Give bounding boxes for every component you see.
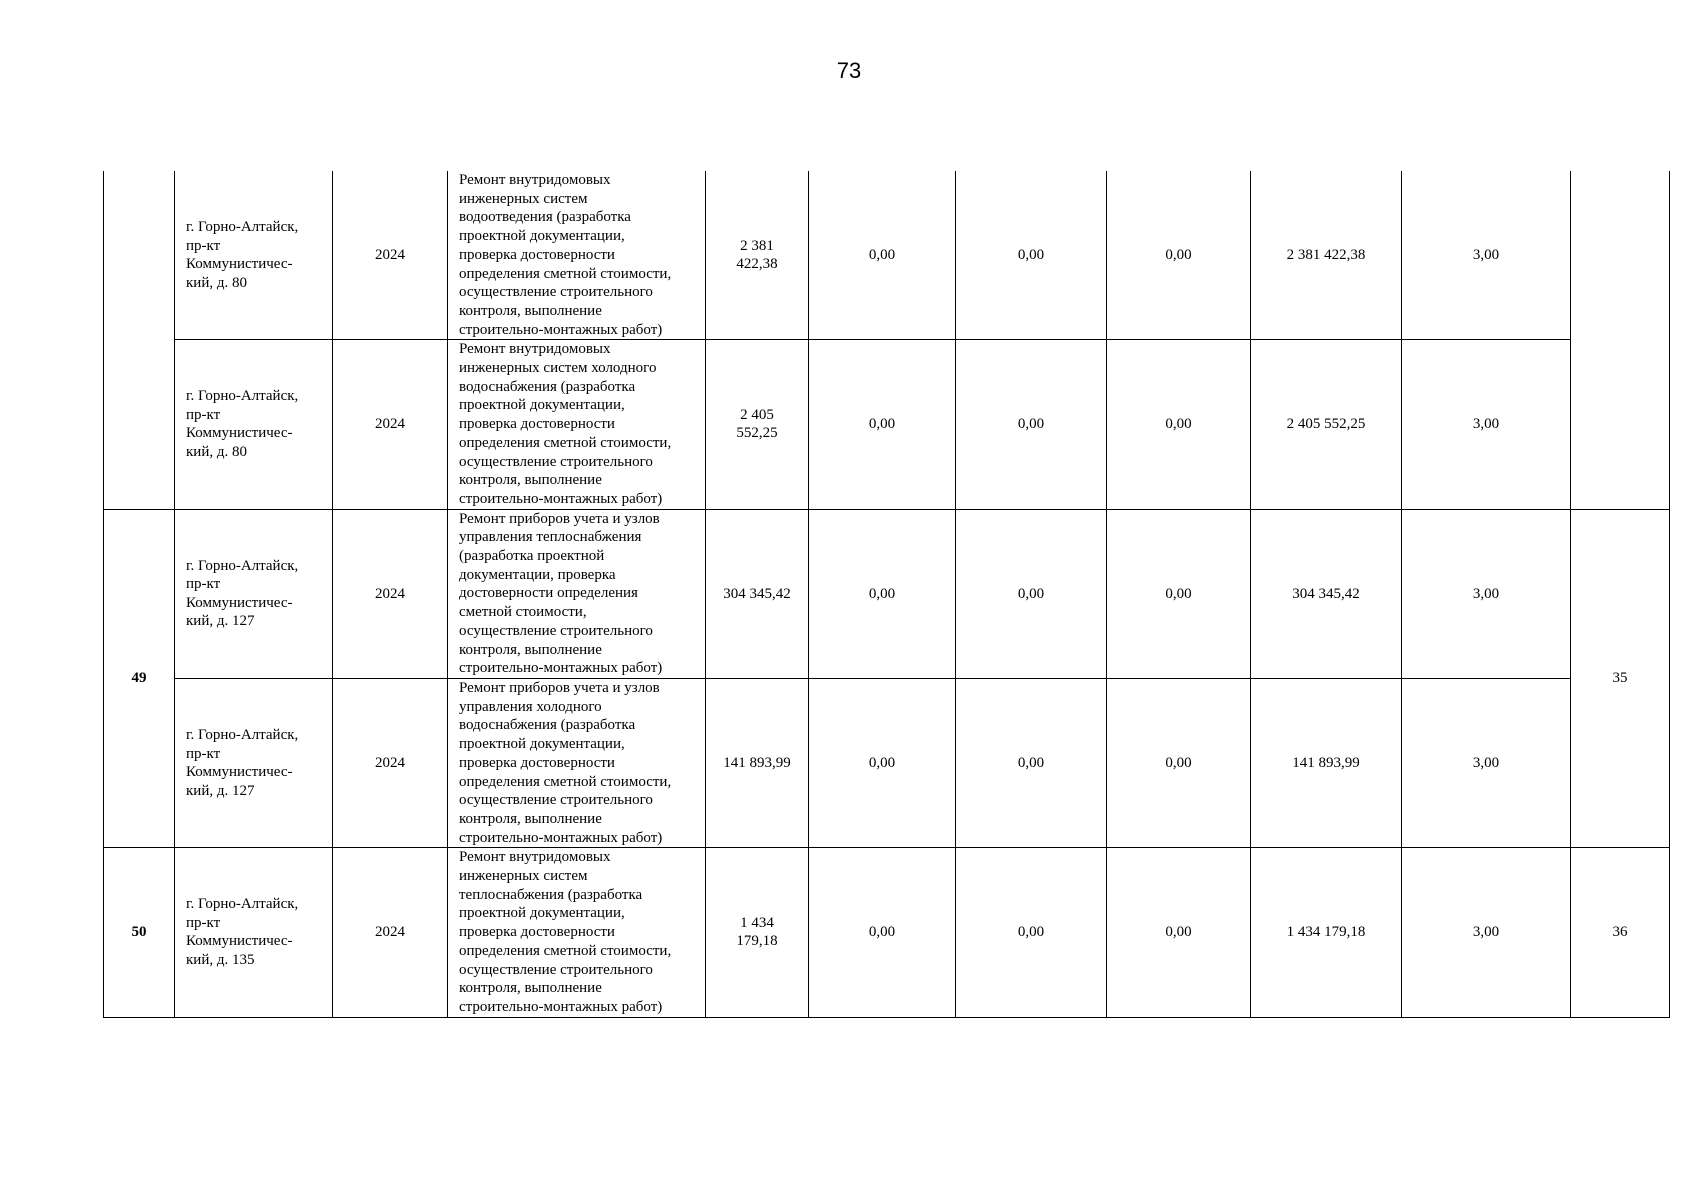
works-table-body (104, 171, 1670, 1017)
work-description-line: определения сметной стоимости, (459, 942, 672, 959)
cost-cell (706, 171, 809, 340)
cost-line: 304 345,42 (723, 585, 791, 602)
work-description-cell (448, 678, 706, 847)
table-row (104, 509, 1670, 678)
cost-line: 141 893,99 (723, 754, 791, 771)
year-cell: 2024 (333, 340, 448, 509)
amount-cell: 2 381 422,38 (1251, 171, 1402, 340)
work-description-line: строительно-монтажных работ) (459, 829, 663, 846)
address-line: пр-кт (186, 745, 221, 762)
work-description-line: проверка достоверности (459, 754, 615, 771)
work-description-line: Ремонт внутридомовых (459, 341, 611, 358)
address-line: кий, д. 80 (186, 274, 247, 291)
table-row (104, 171, 1670, 340)
work-description-line: осуществление строительного (459, 961, 653, 978)
address-cell (175, 340, 333, 509)
amount-cell: 0,00 (809, 678, 956, 847)
work-description-line: осуществление строительного (459, 622, 653, 639)
cost-cell (706, 509, 809, 678)
work-description-line: контроля, выполнение (459, 472, 602, 489)
address-line: г. Горно-Алтайск, (186, 726, 299, 743)
amount-cell: 3,00 (1402, 678, 1571, 847)
amount-cell: 304 345,42 (1251, 509, 1402, 678)
cost-line: 179,18 (736, 933, 778, 950)
address-line: г. Горно-Алтайск, (186, 896, 299, 913)
work-description-line: управления теплоснабжения (459, 529, 642, 546)
amount-cell: 0,00 (956, 848, 1107, 1017)
work-description-line: определения сметной стоимости, (459, 265, 672, 282)
address-cell (175, 171, 333, 340)
address-line: пр-кт (186, 237, 221, 254)
address-line: кий, д. 80 (186, 444, 247, 461)
amount-cell: 0,00 (956, 171, 1107, 340)
work-description-line: строительно-монтажных работ) (459, 660, 663, 677)
year-cell: 2024 (333, 171, 448, 340)
address-cell (175, 509, 333, 678)
work-description-line: осуществление строительного (459, 792, 653, 809)
work-description-line: водоотведения (разработка (459, 209, 631, 226)
cost-cell (706, 340, 809, 509)
amount-cell: 1 434 179,18 (1251, 848, 1402, 1017)
cost-line: 422,38 (736, 256, 778, 273)
cost-cell (706, 678, 809, 847)
address-line: Коммунистичес- (186, 764, 293, 781)
page-number: 73 (836, 58, 862, 83)
work-description-line: контроля, выполнение (459, 641, 602, 658)
address-line: Коммунистичес- (186, 933, 293, 950)
row-number-cell (104, 171, 175, 509)
work-description-cell (448, 171, 706, 340)
amount-cell: 141 893,99 (1251, 678, 1402, 847)
work-description-line: осуществление строительного (459, 453, 653, 470)
work-description-line: проектной документации, (459, 397, 625, 414)
work-description-line: контроля, выполнение (459, 980, 602, 997)
address-line: пр-кт (186, 914, 221, 931)
amount-cell: 0,00 (956, 340, 1107, 509)
amount-cell: 0,00 (1107, 171, 1251, 340)
works-table (103, 171, 1670, 1018)
work-description-line: осуществление строительного (459, 284, 653, 301)
work-description-line: контроля, выполнение (459, 810, 602, 827)
work-description-line: инженерных систем (459, 868, 588, 885)
work-description-line: определения сметной стоимости, (459, 434, 672, 451)
amount-cell: 0,00 (1107, 678, 1251, 847)
work-description-line: определения сметной стоимости, (459, 773, 672, 790)
address-line: г. Горно-Алтайск, (186, 557, 299, 574)
work-description-line: строительно-монтажных работ) (459, 490, 663, 507)
amount-cell: 3,00 (1402, 340, 1571, 509)
group-total-cell: 36 (1571, 848, 1670, 1017)
work-description-cell (448, 340, 706, 509)
work-description-line: водоснабжения (разработка (459, 378, 636, 395)
address-line: г. Горно-Алтайск, (186, 388, 299, 405)
address-cell (175, 848, 333, 1017)
address-line: кий, д. 127 (186, 613, 255, 630)
address-line: г. Горно-Алтайск, (186, 218, 299, 235)
work-description-line: сметной стоимости, (459, 604, 587, 621)
work-description-line: строительно-монтажных работ) (459, 998, 663, 1015)
row-number-cell: 49 (104, 509, 175, 848)
amount-cell: 0,00 (809, 848, 956, 1017)
address-line: Коммунистичес- (186, 256, 293, 273)
amount-cell: 0,00 (956, 509, 1107, 678)
work-description-line: проверка достоверности (459, 416, 615, 433)
work-description-line: инженерных систем (459, 190, 588, 207)
work-description-line: документации, проверка (459, 566, 616, 583)
cost-line: 552,25 (736, 425, 778, 442)
year-cell: 2024 (333, 678, 448, 847)
year-cell: 2024 (333, 848, 448, 1017)
work-description-line: контроля, выполнение (459, 302, 602, 319)
amount-cell: 3,00 (1402, 509, 1571, 678)
group-total-cell (1571, 171, 1670, 509)
amount-cell: 3,00 (1402, 848, 1571, 1017)
address-line: пр-кт (186, 406, 221, 423)
work-description-line: проверка достоверности (459, 924, 615, 941)
work-description-line: теплоснабжения (разработка (459, 886, 643, 903)
work-description-line: проектной документации, (459, 228, 625, 245)
address-line: кий, д. 135 (186, 952, 255, 969)
amount-cell: 0,00 (956, 678, 1107, 847)
work-description-line: проверка достоверности (459, 246, 615, 263)
year-cell: 2024 (333, 509, 448, 678)
amount-cell: 0,00 (1107, 848, 1251, 1017)
cost-line: 2 381 (740, 237, 774, 254)
work-description-line: проектной документации, (459, 736, 625, 753)
table-row (104, 848, 1670, 1017)
address-cell (175, 678, 333, 847)
address-line: пр-кт (186, 576, 221, 593)
address-line: Коммунистичес- (186, 594, 293, 611)
work-description-line: достоверности определения (459, 585, 638, 602)
address-line: кий, д. 127 (186, 782, 255, 799)
work-description-line: проектной документации, (459, 905, 625, 922)
work-description-line: Ремонт внутридомовых (459, 849, 611, 866)
work-description-line: инженерных систем холодного (459, 360, 657, 377)
table-row (104, 678, 1670, 847)
amount-cell: 2 405 552,25 (1251, 340, 1402, 509)
work-description-cell (448, 509, 706, 678)
address-line: Коммунистичес- (186, 425, 293, 442)
work-description-cell (448, 848, 706, 1017)
amount-cell: 0,00 (809, 340, 956, 509)
work-description-line: управления холодного (459, 698, 602, 715)
row-number-cell: 50 (104, 848, 175, 1017)
cost-cell (706, 848, 809, 1017)
work-description-line: Ремонт приборов учета и узлов (459, 510, 660, 527)
amount-cell: 0,00 (1107, 509, 1251, 678)
amount-cell: 0,00 (1107, 340, 1251, 509)
amount-cell: 0,00 (809, 171, 956, 340)
amount-cell: 3,00 (1402, 171, 1571, 340)
work-description-line: водоснабжения (разработка (459, 717, 636, 734)
work-description-line: Ремонт приборов учета и узлов (459, 679, 660, 696)
amount-cell: 0,00 (809, 509, 956, 678)
work-description-line: Ремонт внутридомовых (459, 172, 611, 188)
work-description-line: (разработка проектной (459, 548, 605, 565)
cost-line: 1 434 (740, 914, 774, 931)
work-description-line: строительно-монтажных работ) (459, 321, 663, 338)
group-total-cell: 35 (1571, 509, 1670, 848)
cost-line: 2 405 (740, 406, 774, 423)
table-row (104, 340, 1670, 509)
